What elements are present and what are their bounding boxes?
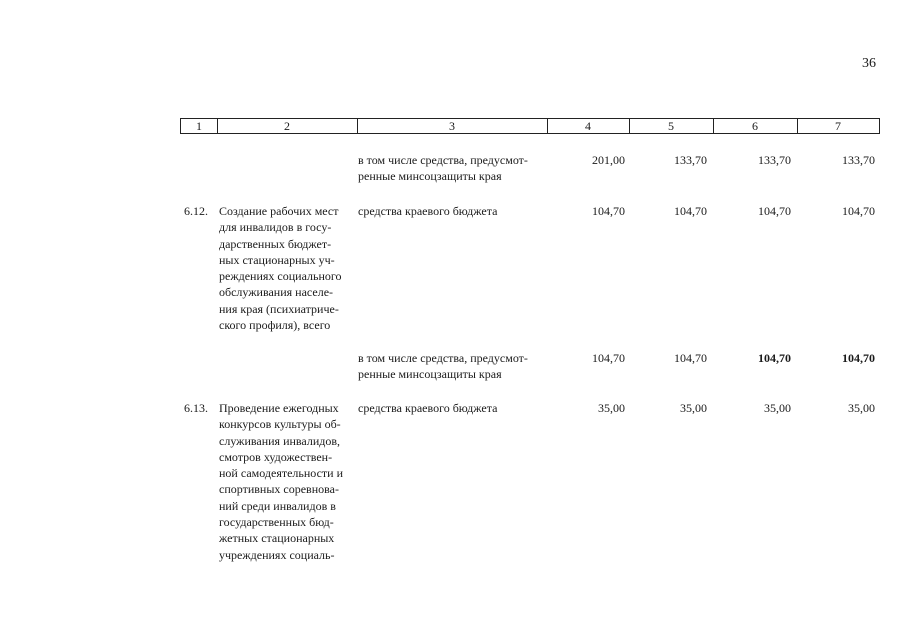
value-cell-5: 104,70 bbox=[674, 351, 707, 365]
value-cell-4: 104,70 bbox=[592, 204, 625, 218]
column-header-5: 5 bbox=[668, 119, 674, 133]
column-header-3: 3 bbox=[449, 119, 455, 133]
source-cell: средства краевого бюджета bbox=[358, 204, 498, 218]
value-cell-4: 104,70 bbox=[592, 351, 625, 365]
column-header-1: 1 bbox=[196, 119, 202, 133]
column-header-2: 2 bbox=[284, 119, 290, 133]
source-cell: в том числе средства, предусмот- ренные минсоцзащиты края bbox=[358, 153, 528, 184]
value-cell-6: 133,70 bbox=[758, 153, 791, 167]
value-cell-6: 104,70 bbox=[758, 351, 791, 365]
value-cell-6: 35,00 bbox=[764, 401, 791, 415]
value-cell-5: 35,00 bbox=[680, 401, 707, 415]
source-cell: в том числе средства, предусмот- ренные минсоцзащиты края bbox=[358, 351, 528, 382]
value-cell-4: 201,00 bbox=[592, 153, 625, 167]
description-cell: Проведение ежегодных конкурсов культуры об- служивания инвалидов, смотров художествен- ной самодеятельности и спортивных соревнова- ний среди инвалидов в государственных бюд- жетных стационарных учреждениях социаль- bbox=[219, 401, 344, 562]
table-header-row bbox=[180, 118, 880, 134]
row-number: 6.12. bbox=[184, 204, 208, 218]
value-cell-7: 104,70 bbox=[842, 351, 875, 365]
value-cell-7: 35,00 bbox=[848, 401, 875, 415]
value-cell-5: 133,70 bbox=[674, 153, 707, 167]
row-number: 6.13. bbox=[184, 401, 208, 415]
column-header-4: 4 bbox=[585, 119, 591, 133]
page-number: 36 bbox=[862, 56, 876, 71]
source-cell: средства краевого бюджета bbox=[358, 401, 498, 415]
description-cell: Создание рабочих мест для инвалидов в госу- дарственных бюджет- ных стационарных уч- реждениях социального обслуживания населе- ния края (психиатриче- ского профиля), всего bbox=[219, 204, 342, 333]
value-cell-7: 133,70 bbox=[842, 153, 875, 167]
value-cell-5: 104,70 bbox=[674, 204, 707, 218]
column-header-6: 6 bbox=[752, 119, 758, 133]
column-header-7: 7 bbox=[835, 119, 841, 133]
value-cell-6: 104,70 bbox=[758, 204, 791, 218]
value-cell-7: 104,70 bbox=[842, 204, 875, 218]
value-cell-4: 35,00 bbox=[598, 401, 625, 415]
